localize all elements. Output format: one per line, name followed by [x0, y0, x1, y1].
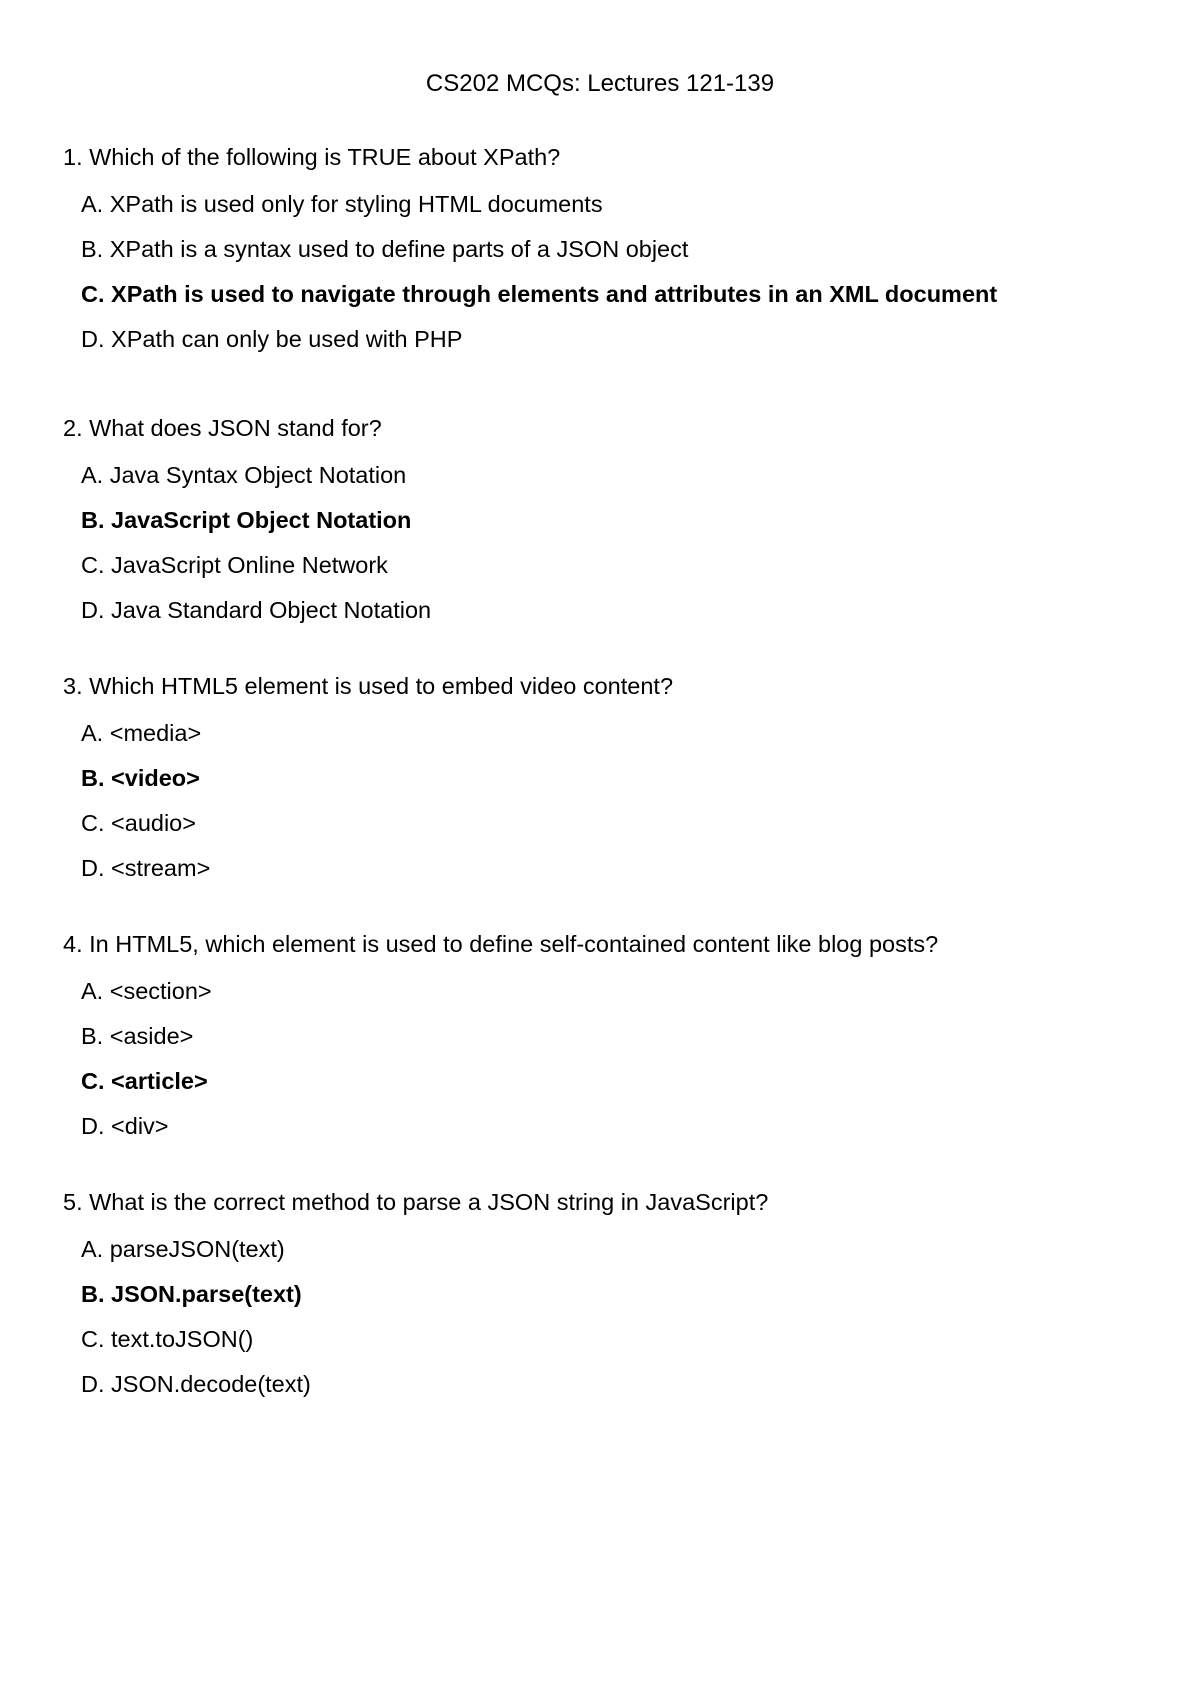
option-a: A. XPath is used only for styling HTML documents — [81, 191, 603, 217]
option-d: D. JSON.decode(text) — [81, 1371, 311, 1397]
option-b: B. XPath is a syntax used to define parts of a JSON object — [81, 236, 689, 262]
question-1 — [63, 142, 1163, 354]
option-d: D. Java Standard Object Notation — [81, 597, 432, 623]
question-2 — [63, 413, 1163, 625]
question-text: 3. Which HTML5 element is used to embed video content? — [63, 673, 674, 699]
question-text: 2. What does JSON stand for? — [63, 415, 382, 441]
option-b: B. <aside> — [81, 1023, 194, 1049]
option-c: C. text.toJSON() — [81, 1326, 254, 1352]
option-b-correct: B. <video> — [81, 765, 200, 791]
option-c: C. <audio> — [81, 810, 196, 836]
option-c: C. JavaScript Online Network — [81, 552, 388, 578]
question-5 — [63, 1187, 1163, 1399]
question-text: 5. What is the correct method to parse a JSON string in JavaScript? — [63, 1189, 769, 1215]
option-b-correct: B. JavaScript Object Notation — [81, 507, 412, 533]
option-a: A. <media> — [81, 720, 202, 746]
option-a: A. <section> — [81, 978, 212, 1004]
option-d: D. <stream> — [81, 855, 211, 881]
page-title: CS202 MCQs: Lectures 121-139 — [425, 70, 775, 97]
question-text: 4. In HTML5, which element is used to define self-contained content like blog posts? — [63, 931, 939, 957]
question-4 — [63, 929, 1163, 1141]
option-d: D. XPath can only be used with PHP — [81, 326, 463, 352]
question-3 — [63, 671, 1163, 883]
option-d: D. <div> — [81, 1113, 169, 1139]
option-b-correct: B. JSON.parse(text) — [81, 1281, 302, 1307]
question-text: 1. Which of the following is TRUE about XPath? — [63, 144, 561, 170]
option-c-correct: C. XPath is used to navigate through elements and attributes in an XML document — [81, 281, 998, 307]
option-c-correct: C. <article> — [81, 1068, 208, 1094]
option-a: A. Java Syntax Object Notation — [81, 462, 407, 488]
option-a: A. parseJSON(text) — [81, 1236, 285, 1262]
